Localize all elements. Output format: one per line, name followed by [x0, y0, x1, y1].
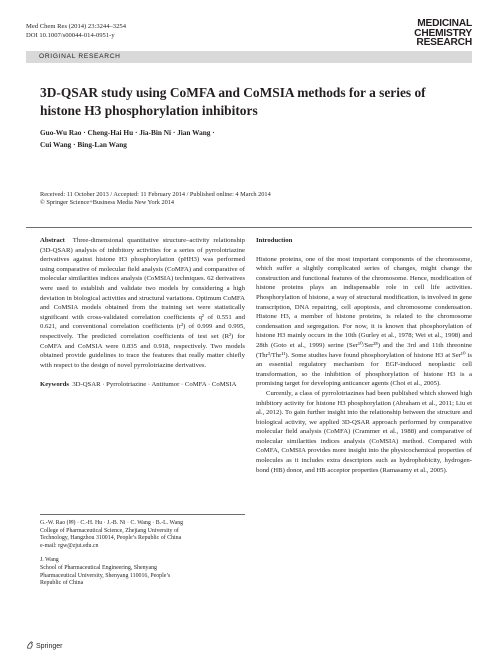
abstract-text: Three-dimensional quantitative structure–activity relationship (3D-QSAR) analysis of inhibitory activities for a series of pyrrolotriazine derivatives against histone H3 phosphorylation (pHH3) was performed using comparative of molecular field analysis (CoMFA) and comparative of molecular similarities indices analysis (CoMSIA) techniques. 62 derivatives were used to establish and validate two models by considering a high deviation in biological activities and structural variations. Optimum CoMFA and CoMSIA models obtained from the training set were statistically significant with cross-validated correlation coefficients q² of 0.551 and 0.621, and conventional correlation coefficients (r²) of 0.999 and 0.995, respectively. The predicted correlation coefficients of test set (R²) for CoMFA and CoMSIA were 0.835 and 0.918, respectively. Two models obtained provide guidelines to trace the features that really matter chiefly with respect to the design of novel pyrrolotriazine derivatives.: [40, 237, 246, 369]
article-title: 3D-QSAR study using CoMFA and CoMSIA methods for a series of histone H3 phosphorylation inhibitors: [40, 85, 426, 118]
introduction-paragraph-2: Currently, a class of pyrrolotriazines had been published which showed high inhibitory activity for histone H3 phosphorylation (Abraham et al., 2011; Liu et al., 2012). To gain further insight into the relationship between the structure and biological activity, we applied 3D-QSAR approach performed by comparative molecular field analysis (CoMFA) (Crammer et al., 1988) and comparative of molecular similarities indices analysis (CoMSIA) method. Compared with CoMFA, CoMSIA provides more insight into the physicochemical properties of molecules as it includes extra descriptors such as hydrophobicity, hydrogen-bond (HB) donor, and HB acceptor properties (Ramasamy et al., 2005).: [256, 389, 472, 474]
publisher-name: Springer: [36, 643, 63, 650]
article-type: ORIGINAL RESEARCH: [39, 53, 121, 60]
doi: DOI 10.1007/s00044-014-0951-y: [26, 32, 115, 39]
logo-line-3: RESEARCH: [416, 37, 472, 49]
received-accepted-dates: Received: 11 October 2013 / Accepted: 11 February 2014 / Published online: 4 March 2014: [40, 191, 271, 198]
affiliation-divider: [40, 514, 245, 515]
introduction-heading: Introduction: [256, 237, 293, 244]
abstract-label: Abstract: [40, 237, 65, 244]
affiliation-1-authors: G.-W. Rao (✉) · C.-H. Hu · J.-B. Ni · C. Wang · B.-L. Wang: [40, 520, 184, 526]
introduction-column: [256, 236, 472, 475]
abstract: [40, 236, 245, 370]
affiliation-1-line: College of Pharmaceutical Science, Zhejiang University of: [40, 527, 179, 534]
publisher-footer: [26, 641, 62, 650]
springer-horse-icon: [26, 641, 34, 649]
copyright: © Springer Science+Business Media New York 2014: [40, 199, 175, 207]
keywords-text: 3D-QSAR · Pyrrolotriazine · Antitumor · CoMFA · CoMSIA: [72, 381, 237, 389]
affiliation-2-line: School of Pharmaceutical Engineering, Shenyang: [40, 564, 157, 571]
logo-line-2: CHEMISTRY: [414, 27, 472, 39]
authors-line-2: Cui Wang · Bing-Lan Wang: [40, 139, 127, 149]
article-type-bar: [26, 51, 472, 63]
article-dates: [40, 191, 460, 208]
affiliation-1-line: Technology, Hangzhou 310014, People’s Republic of China: [40, 535, 182, 542]
affiliation-1-email[interactable]: e-mail: rgw@zjut.edu.cn: [40, 542, 99, 549]
journal-header: [26, 22, 126, 40]
journal-logo: [414, 19, 472, 48]
journal-citation: Med Chem Res (2014) 23:3244–3254: [26, 23, 126, 30]
logo-line-1: MEDICINAL: [417, 18, 472, 29]
affiliation-2-line: Pharmaceutical University, Shenyang 110016, People’s: [40, 572, 171, 579]
affiliation-2-line: Republic of China: [40, 580, 84, 587]
abstract-column: [40, 236, 245, 390]
introduction-paragraph-1: Histone proteins, one of the most important components of the chromosome, which suffer a slightly complicated series of changes, might change the construction and functional features of the chromosome. Hence, modification of histone proteins plays an indispensable role in cell life activities. Phosphorylation of histone, a way of structural modification, is involved in gene transcription, DNA repairing, cell apoptosis, and chromosome condensation. Histone H3, a member of histone proteins, is related to the chromosome condensation and segregation. For now, it is known that phosphorylation of histone H3 mainly occurs in the 10th (Gurley et al., 1978; Wei et al., 1998) and 28th (Goto et al., 1999) serine (Ser¹⁰/Ser²⁸) and the 3rd and 11th threonine (Thr³/Thr¹¹). Some studies have found phosphorylation of histone H3 at Ser¹⁰ is an essential regulatory mechanism for EGF-induced neoplastic cell transformation, so the inhibition of phosphorylation of histone H3 is a promising target for developing anticancer agents (Choi et al., 2005).: [256, 255, 472, 388]
divider: [26, 227, 472, 228]
authors: [40, 127, 400, 150]
affiliations: [40, 520, 245, 588]
affiliation-2-authors: J. Wang: [40, 557, 59, 564]
authors-line-1: Guo-Wu Rao · Cheng-Hai Hu · Jia-Bin Ni · Jian Wang ·: [40, 128, 215, 137]
keywords: [40, 380, 245, 390]
keywords-label: Keywords: [40, 381, 69, 389]
